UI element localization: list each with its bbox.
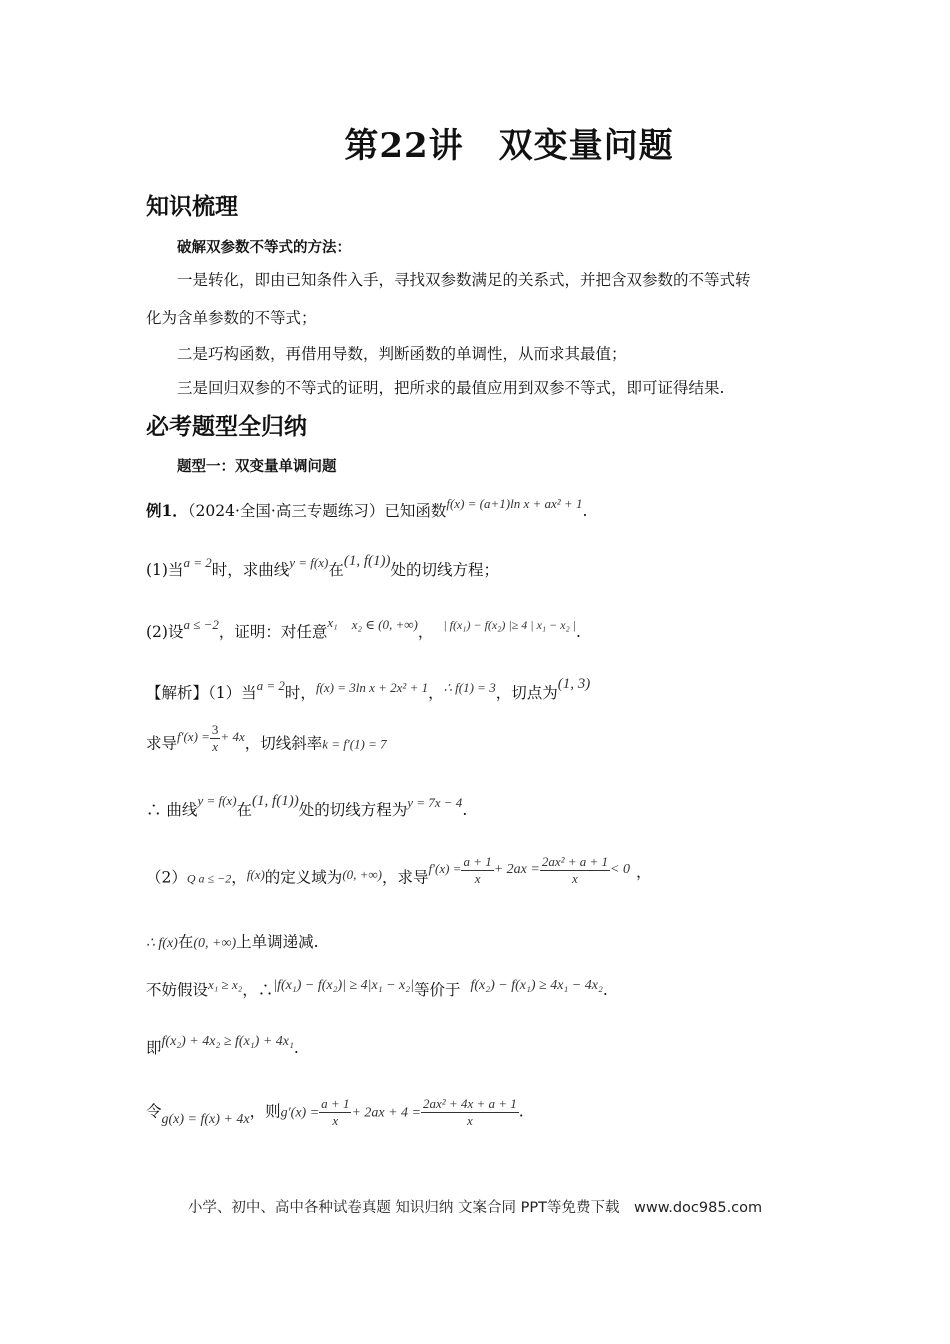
q1-suffix: 处的切线方程； xyxy=(390,561,500,579)
sol2-numerator1: a + 1 xyxy=(463,854,492,869)
ling-lhs: g′(x) = xyxy=(280,1105,320,1121)
ji-expression: f(x₂) + 4x₂ ≥ f(x₁) + 4x₁ xyxy=(161,1034,294,1049)
q2-inequality: | f(x₁) − f(x₂) |≥ 4 | x₁ − x₂ | xyxy=(443,618,576,632)
example-label: 例1． xyxy=(146,501,188,520)
ling-fraction2 xyxy=(421,1096,519,1129)
ling-line xyxy=(146,1096,524,1129)
tangent-point: (1, f(1)) xyxy=(252,793,299,809)
ling-denominator2: x xyxy=(421,1112,519,1129)
sol1-point: (1, 3) xyxy=(557,676,591,692)
period: . xyxy=(582,502,588,520)
example-source: （2024·全国·高三专题练习）已知函数 xyxy=(187,502,447,520)
q2-a-cond: a ≤ −2 xyxy=(183,617,219,632)
sol2-fx: f(x) xyxy=(246,866,265,882)
wlog-line xyxy=(146,978,608,1000)
sol1-f1: ∴ f(1) = 3 xyxy=(443,680,496,695)
mono-interval: (0, +∞) xyxy=(193,936,237,951)
method-para1-line2: 化为含单参数的不等式； xyxy=(146,309,317,327)
sol2-domain-text: 的定义域为 xyxy=(264,868,343,887)
wlog-therefore: ，∴ xyxy=(242,981,274,999)
example-function: f(x) = (a+1)ln x + ax² + 1 xyxy=(446,496,583,511)
deriv-prefix: 求导 xyxy=(146,734,178,753)
comma: ， xyxy=(428,684,444,702)
ji-line xyxy=(146,1036,299,1058)
sol2-lhs: f′(x) = xyxy=(428,860,462,876)
ling-prefix: 令 xyxy=(146,1102,162,1121)
slope-value: k = f′(1) = 7 xyxy=(322,736,387,752)
deriv-denominator: x xyxy=(210,738,221,755)
ling-fraction1 xyxy=(319,1096,351,1129)
sol1-prefix: （1）当 xyxy=(208,684,257,702)
sol2-denominator1: x xyxy=(461,870,493,887)
solution2-line xyxy=(146,854,652,895)
q2-prefix: (2)设 xyxy=(146,623,184,641)
section-heading-knowledge: 知识梳理 xyxy=(146,193,238,220)
ling-then: ，则 xyxy=(249,1102,281,1121)
comma: ， xyxy=(636,862,652,881)
deriv-lhs: f′(x) = xyxy=(177,728,210,744)
method-para2: 二是巧构函数，再借用导数，判断函数的单调性，从而求其最值； xyxy=(177,345,627,363)
example1-line xyxy=(146,496,588,521)
ling-numerator2: 2ax² + 4x + a + 1 xyxy=(423,1096,517,1111)
deriv-numerator: 3 xyxy=(211,722,219,737)
q1-mid: 时，求曲线 xyxy=(211,561,290,579)
ling-numerator1: a + 1 xyxy=(321,1096,350,1111)
ling-denominator1: x xyxy=(319,1112,351,1129)
sol2-condition: Q a ≤ −2 xyxy=(186,871,232,886)
sol2-numerator2: 2ax² + a + 1 xyxy=(541,854,609,869)
q2-x1: x₁ xyxy=(327,615,338,630)
method-subheading: 破解双参数不等式的方法： xyxy=(177,239,351,256)
q1-prefix: (1)当 xyxy=(146,561,184,579)
page-title: 第22讲 双变量问题 xyxy=(344,126,674,166)
tangent-line xyxy=(146,793,468,820)
comma: ， xyxy=(231,868,247,887)
monotonic-line xyxy=(146,930,319,952)
mono-prefix: ∴ f(x) xyxy=(146,936,178,951)
ji-prefix: 即 xyxy=(146,1039,162,1057)
slope-text: ，切线斜率 xyxy=(244,734,323,753)
sol2-denominator2: x xyxy=(540,870,610,887)
wlog-equivalent: 等价于 xyxy=(413,981,461,999)
period: . xyxy=(462,801,468,819)
sol2-mid: + 2ax = xyxy=(493,861,540,877)
q1-point: (1, f(1)) xyxy=(343,553,391,569)
period: . xyxy=(293,1039,299,1057)
tangent-at: 在 xyxy=(236,801,253,819)
q2-mid: ，证明：对任意 xyxy=(218,623,328,641)
sol2-domain: (0, +∞) xyxy=(342,866,383,882)
sol1-function: f(x) = 3ln x + 2x² + 1 xyxy=(315,680,429,695)
derivative-line xyxy=(146,722,387,761)
method-para3: 三是回归双参的不等式的证明，把所求的最值应用到双参不等式，即可证得结果. xyxy=(177,379,725,397)
ling-mid: + 2ax + 4 = xyxy=(351,1105,422,1121)
wlog-inequality: |f(x₁) − f(x₂)| ≥ 4|x₁ − x₂| xyxy=(273,978,414,993)
solution1-line xyxy=(146,676,591,703)
method-para1-line1: 一是转化，即由已知条件入手，寻找双参数满足的关系式，并把含双参数的不等式转 xyxy=(177,271,751,289)
sol1-a-value: a = 2 xyxy=(256,678,285,693)
sol2-prefix: （2） xyxy=(146,868,187,887)
tangent-mid: 处的切线方程为 xyxy=(298,801,408,819)
deriv-fraction xyxy=(210,722,221,755)
solution-label: 【解析】 xyxy=(146,684,209,702)
tangent-curve: y = f(x) xyxy=(197,793,237,808)
sol2-tail: < 0 xyxy=(610,861,630,877)
sol1-tangent-text: ，切点为 xyxy=(495,684,558,702)
section-heading-types: 必考题型全归纳 xyxy=(146,413,307,440)
q1-curve: y = f(x) xyxy=(289,555,329,570)
deriv-rest: + 4x xyxy=(220,728,245,744)
mono-at: 在 xyxy=(177,933,194,951)
tangent-equation: y = 7x − 4 xyxy=(407,795,463,810)
sol1-time: 时， xyxy=(284,684,316,702)
sol2-deriv-text: ，求导 xyxy=(382,868,429,887)
ling-g-def: g(x) = f(x) + 4x xyxy=(161,1111,250,1127)
q1-a-value: a = 2 xyxy=(183,555,212,570)
mono-suffix: 上单调递减. xyxy=(236,933,319,951)
period: . xyxy=(575,623,581,641)
sol2-fraction1 xyxy=(461,854,493,887)
wlog-prefix: 不妨假设 xyxy=(146,981,209,999)
wlog-condition: x₁ ≥ x₂ xyxy=(208,977,243,992)
question1-line xyxy=(146,553,500,580)
comma: ， xyxy=(417,623,434,641)
question2-line xyxy=(146,615,581,642)
period: . xyxy=(602,981,608,999)
tangent-prefix: ∴ 曲线 xyxy=(146,801,198,819)
footer-text: 小学、初中、高中各种试卷真题 知识归纳 文案合同 PPT等免费下载 www.doc985.com xyxy=(187,1200,763,1216)
q2-x2-domain: x₂ ∈ (0, +∞) xyxy=(351,617,418,632)
type1-heading: 题型一：双变量单调问题 xyxy=(177,458,337,475)
wlog-result: f(x₂) − f(x₁) ≥ 4x₁ − 4x₂ xyxy=(470,978,603,993)
q1-at: 在 xyxy=(328,561,344,579)
sol2-fraction2 xyxy=(540,854,610,887)
period: . xyxy=(518,1102,524,1121)
